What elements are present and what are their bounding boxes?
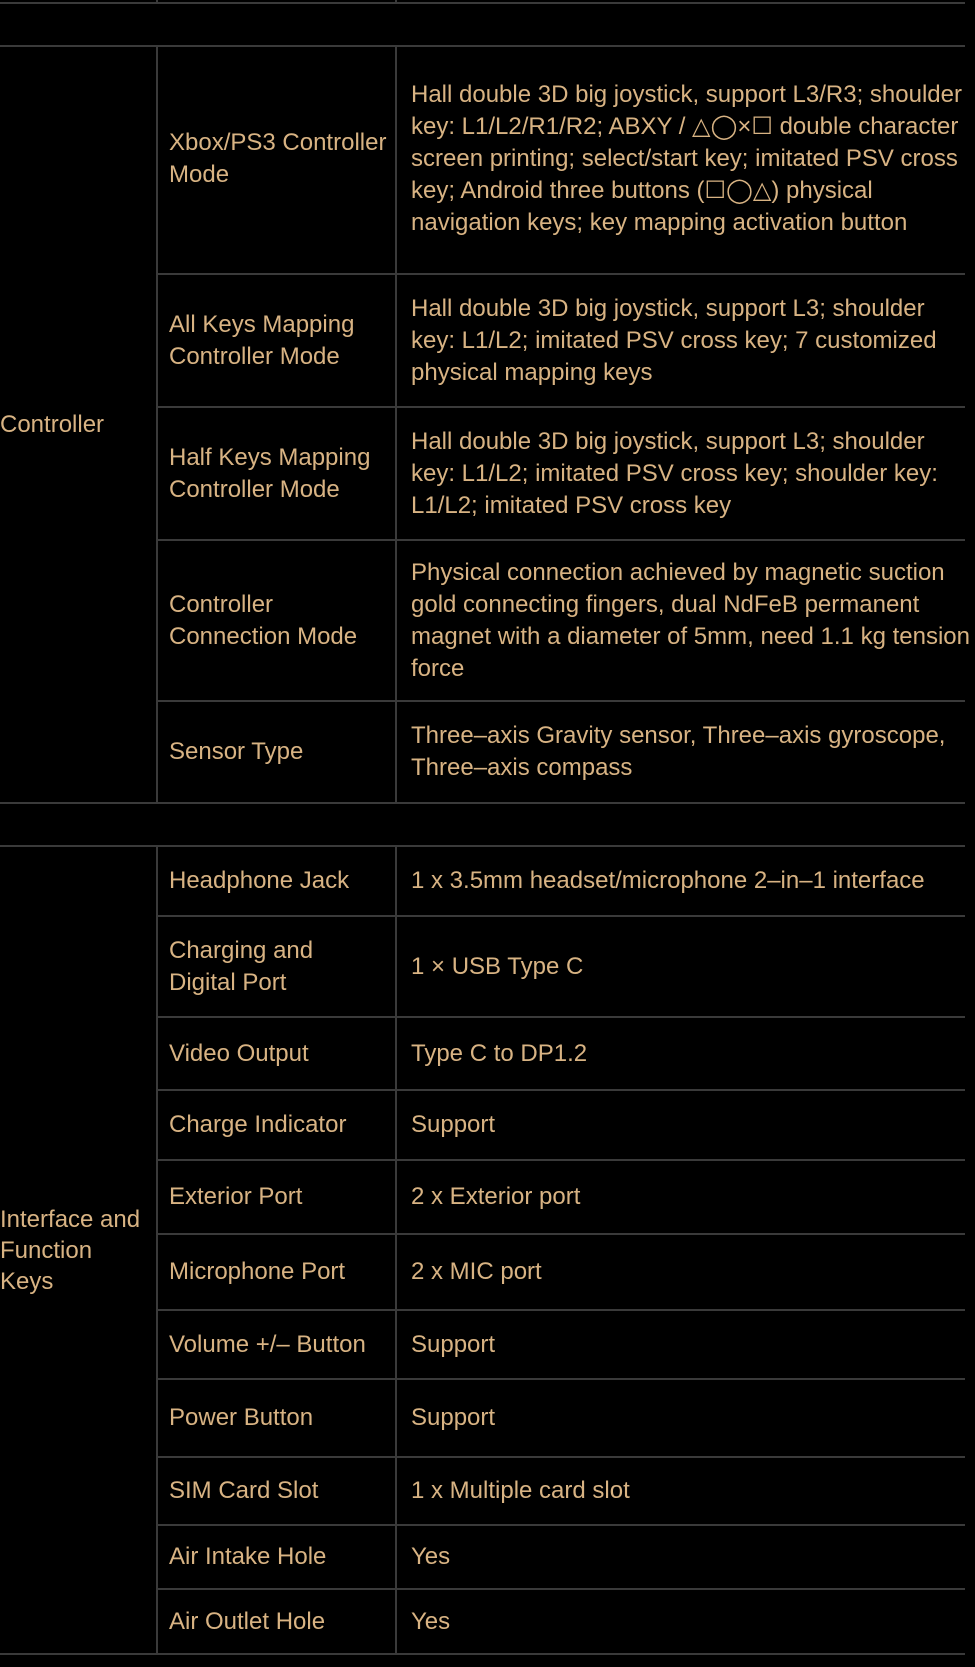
- group-label-text: Controller: [0, 410, 105, 438]
- spec-key-text: Charge Indicator: [169, 1111, 347, 1138]
- spec-value-text: Yes: [411, 1607, 451, 1635]
- spec-key: [158, 45, 394, 273]
- spec-value: [397, 917, 975, 1016]
- spec-value: [397, 702, 975, 802]
- spec-value-text: Support: [411, 1404, 496, 1431]
- spec-value: [397, 1235, 975, 1309]
- spec-value-text: Support: [411, 1330, 496, 1358]
- spec-key: [158, 1590, 394, 1653]
- spec-value-text: 1 × USB Type C: [411, 952, 584, 980]
- divider: [0, 1653, 965, 1655]
- spec-key-text: Exterior Port: [169, 1183, 303, 1210]
- spec-key-text: Air Outlet Hole: [169, 1607, 326, 1635]
- spec-key: [158, 1235, 394, 1309]
- spec-value: [397, 275, 975, 406]
- spec-key: [158, 917, 394, 1016]
- spec-value-text: Hall double 3D big joystick, support L3/R3; shoulder key: L1/L2/R1/R2; ABXY / △◯×☐ double character screen printing; select/start key; imitated PSV cross key; Android three buttons (☐◯△) physical navigation keys; key mapping activation button: [411, 81, 962, 236]
- spec-key: [158, 408, 394, 539]
- spec-key: [158, 702, 394, 802]
- spec-key: [158, 1380, 394, 1456]
- spec-value: [397, 1590, 975, 1653]
- spec-key-text: SIM Card Slot: [169, 1477, 319, 1504]
- spec-key: [158, 1161, 394, 1233]
- spec-value: [397, 1018, 975, 1089]
- spec-key-text: Air Intake Hole: [169, 1543, 327, 1570]
- spec-value-text: Three–axis Gravity sensor, Three–axis gyroscope, Three–axis compass: [411, 722, 946, 781]
- spec-value: [397, 1161, 975, 1233]
- spec-value-text: 2 x Exterior port: [411, 1183, 581, 1210]
- spec-value: [397, 45, 975, 273]
- spec-key-text: Video Output: [169, 1039, 309, 1067]
- spec-value: [397, 541, 975, 700]
- spec-key-text: All Keys Mapping Controller Mode: [169, 310, 355, 370]
- group-label-text: Interface and Function Keys: [0, 1206, 141, 1295]
- spec-value: [397, 1526, 975, 1588]
- divider: [0, 2, 965, 4]
- spec-key-text: Microphone Port: [169, 1258, 346, 1285]
- spec-key-text: Power Button: [169, 1404, 314, 1431]
- divider: [0, 802, 965, 804]
- spec-key-text: Charging and Digital Port: [169, 936, 314, 996]
- spec-value: [397, 1458, 975, 1524]
- spec-key: [158, 1458, 394, 1524]
- spec-value-text: Support: [411, 1111, 496, 1138]
- group-label: [0, 45, 156, 803]
- spec-key: [158, 541, 394, 700]
- spec-key: [158, 1091, 394, 1159]
- group-label: [0, 847, 156, 1654]
- spec-value: [397, 1091, 975, 1159]
- spec-key: [158, 1018, 394, 1089]
- spec-key-text: Controller Connection Mode: [169, 590, 358, 650]
- spec-value-text: 1 x Multiple card slot: [411, 1477, 630, 1504]
- spec-value: [397, 1380, 975, 1456]
- spec-value-text: Hall double 3D big joystick, support L3; shoulder key: L1/L2; imitated PSV cross key; 7 customized physical mapping keys: [411, 294, 937, 386]
- spec-value: [397, 408, 975, 539]
- spec-key-text: Headphone Jack: [169, 867, 350, 894]
- spec-value-text: Yes: [411, 1543, 451, 1570]
- spec-key: [158, 1311, 394, 1378]
- spec-value-text: 2 x MIC port: [411, 1258, 542, 1285]
- spec-value-text: Type C to DP1.2: [411, 1039, 588, 1067]
- spec-value-text: Physical connection achieved by magnetic suction gold connecting fingers, dual NdFeB permanent magnet with a diameter of 5mm, need 1.1 kg tension force: [411, 558, 970, 682]
- spec-key: [158, 275, 394, 406]
- spec-key-text: Xbox/PS3 Controller Mode: [169, 129, 387, 188]
- spec-value-text: 1 x 3.5mm headset/microphone 2–in–1 interface: [411, 867, 925, 894]
- spec-key: [158, 1526, 394, 1588]
- spec-value-text: Hall double 3D big joystick, support L3; shoulder key: L1/L2; imitated PSV cross key; shoulder key: L1/L2; imitated PSV cross key: [411, 427, 938, 519]
- spec-key: [158, 847, 394, 915]
- spec-value: [397, 847, 975, 915]
- spec-key-text: Half Keys Mapping Controller Mode: [169, 443, 371, 503]
- spec-key-text: Volume +/– Button: [169, 1330, 366, 1358]
- spec-value: [397, 1311, 975, 1378]
- spec-key-text: Sensor Type: [169, 738, 304, 765]
